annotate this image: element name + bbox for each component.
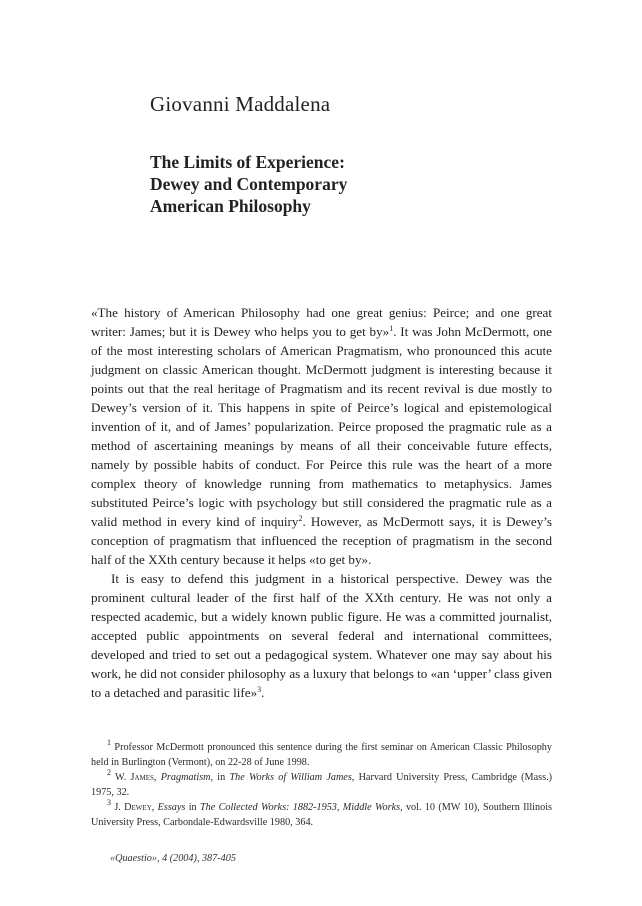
- cited-author: James: [130, 772, 154, 783]
- paragraph-2: [91, 569, 552, 702]
- text-segment: .: [261, 685, 265, 700]
- footnote-text: ,: [151, 802, 158, 813]
- author-name: Giovanni Maddalena: [150, 92, 331, 116]
- cited-author: Dewey: [124, 802, 152, 813]
- cited-title: Essays: [157, 802, 186, 813]
- footnote-3: [91, 798, 552, 830]
- cited-title: The Collected Works: 1882-1953, Middle Works: [199, 802, 401, 813]
- footnote-2: [91, 768, 553, 800]
- text-segment: . It was John McDermott, one of the most interesting scholars of American Pragmatism, who pronounced this acute judgment on classic American thought. McDermott judgment is interesting because it points out that the real heritage of Pragmatism and its recent revival is due mostly to Dewey’s version of it. This happens in spite of Peirce’s logical and epistemological invention of it, and of James’ popularization. Peirce proposed the pragmatic rule as a method of ascertaining meanings by means of all their conceivable future effects, namely by possible habits of conduct. For Peirce this rule was the heart of a more complex theory of knowledge running from mathematics to metaphysics. James substituted Peirce’s logic with psychology but still considered the pragmatic rule as a valid method in every kind of inquiry: [91, 324, 552, 529]
- paragraph-1: [91, 303, 552, 569]
- cited-title: The Works of William James: [229, 772, 352, 783]
- footnote-1: [91, 738, 552, 770]
- footnote-number: 1: [107, 738, 111, 747]
- text-segment: It is easy to defend this judgment in a historical perspective. Dewey was the prominent cultural leader of the first half of the XXth century. He was not only a respected academic, but a widely known public figure. He was a committed journalist, accepted public appointments on several federal and international committees, developed and tried to set out a pedagogical system. Whatever one may say about his work, he did not consider philosophy as a luxury that belongs to «an ‘upper’ class given to a detached and parasitic life»: [91, 571, 552, 700]
- footnote-text: W.: [111, 772, 131, 783]
- footnote-number: 2: [107, 768, 111, 777]
- footnote-ref[interactable]: 2: [298, 514, 303, 523]
- footnote-text: , vol. 10 (MW 10), Southern Illinois University Press, Carbondale-Edwardsville 1980, 364.: [91, 802, 552, 828]
- cited-title: Pragmatism: [160, 772, 211, 783]
- footnote-text: , in: [210, 772, 230, 783]
- text-segment: «The history of American Philosophy had one great genius: Peirce; and one great writer: James; but it is Dewey who helps you to get by»: [91, 305, 552, 339]
- footnote-text: ,: [153, 772, 161, 783]
- article-title: [150, 151, 347, 217]
- title-line: The Limits of Experience:: [150, 152, 345, 172]
- title-line: Dewey and Contemporary: [150, 174, 348, 194]
- footnote-text: J.: [111, 802, 125, 813]
- footnote-number: 3: [107, 798, 111, 807]
- footnote-ref[interactable]: 1: [389, 324, 394, 333]
- body-text: [91, 303, 552, 702]
- footnote-text: , Harvard University Press, Cambridge (Mass.) 1975, 32.: [91, 772, 553, 798]
- journal-citation-footer: «Quaestio», 4 (2004), 387-405: [110, 853, 236, 864]
- footnote-ref[interactable]: 3: [257, 685, 262, 694]
- footnote-text: in: [185, 802, 200, 813]
- title-line: American Philosophy: [150, 196, 311, 216]
- footnote-text: Professor McDermott pronounced this sentence during the first seminar on American Classic Philosophy held in Burlington (Vermont), on 22-28 of June 1998.: [91, 742, 552, 768]
- text-segment: . However, as McDermott says, it is Dewey’s conception of pragmatism that influenced the reception of pragmatism in the second half of the XXth century because it helps «to get by».: [91, 514, 552, 567]
- footnotes: [91, 738, 553, 831]
